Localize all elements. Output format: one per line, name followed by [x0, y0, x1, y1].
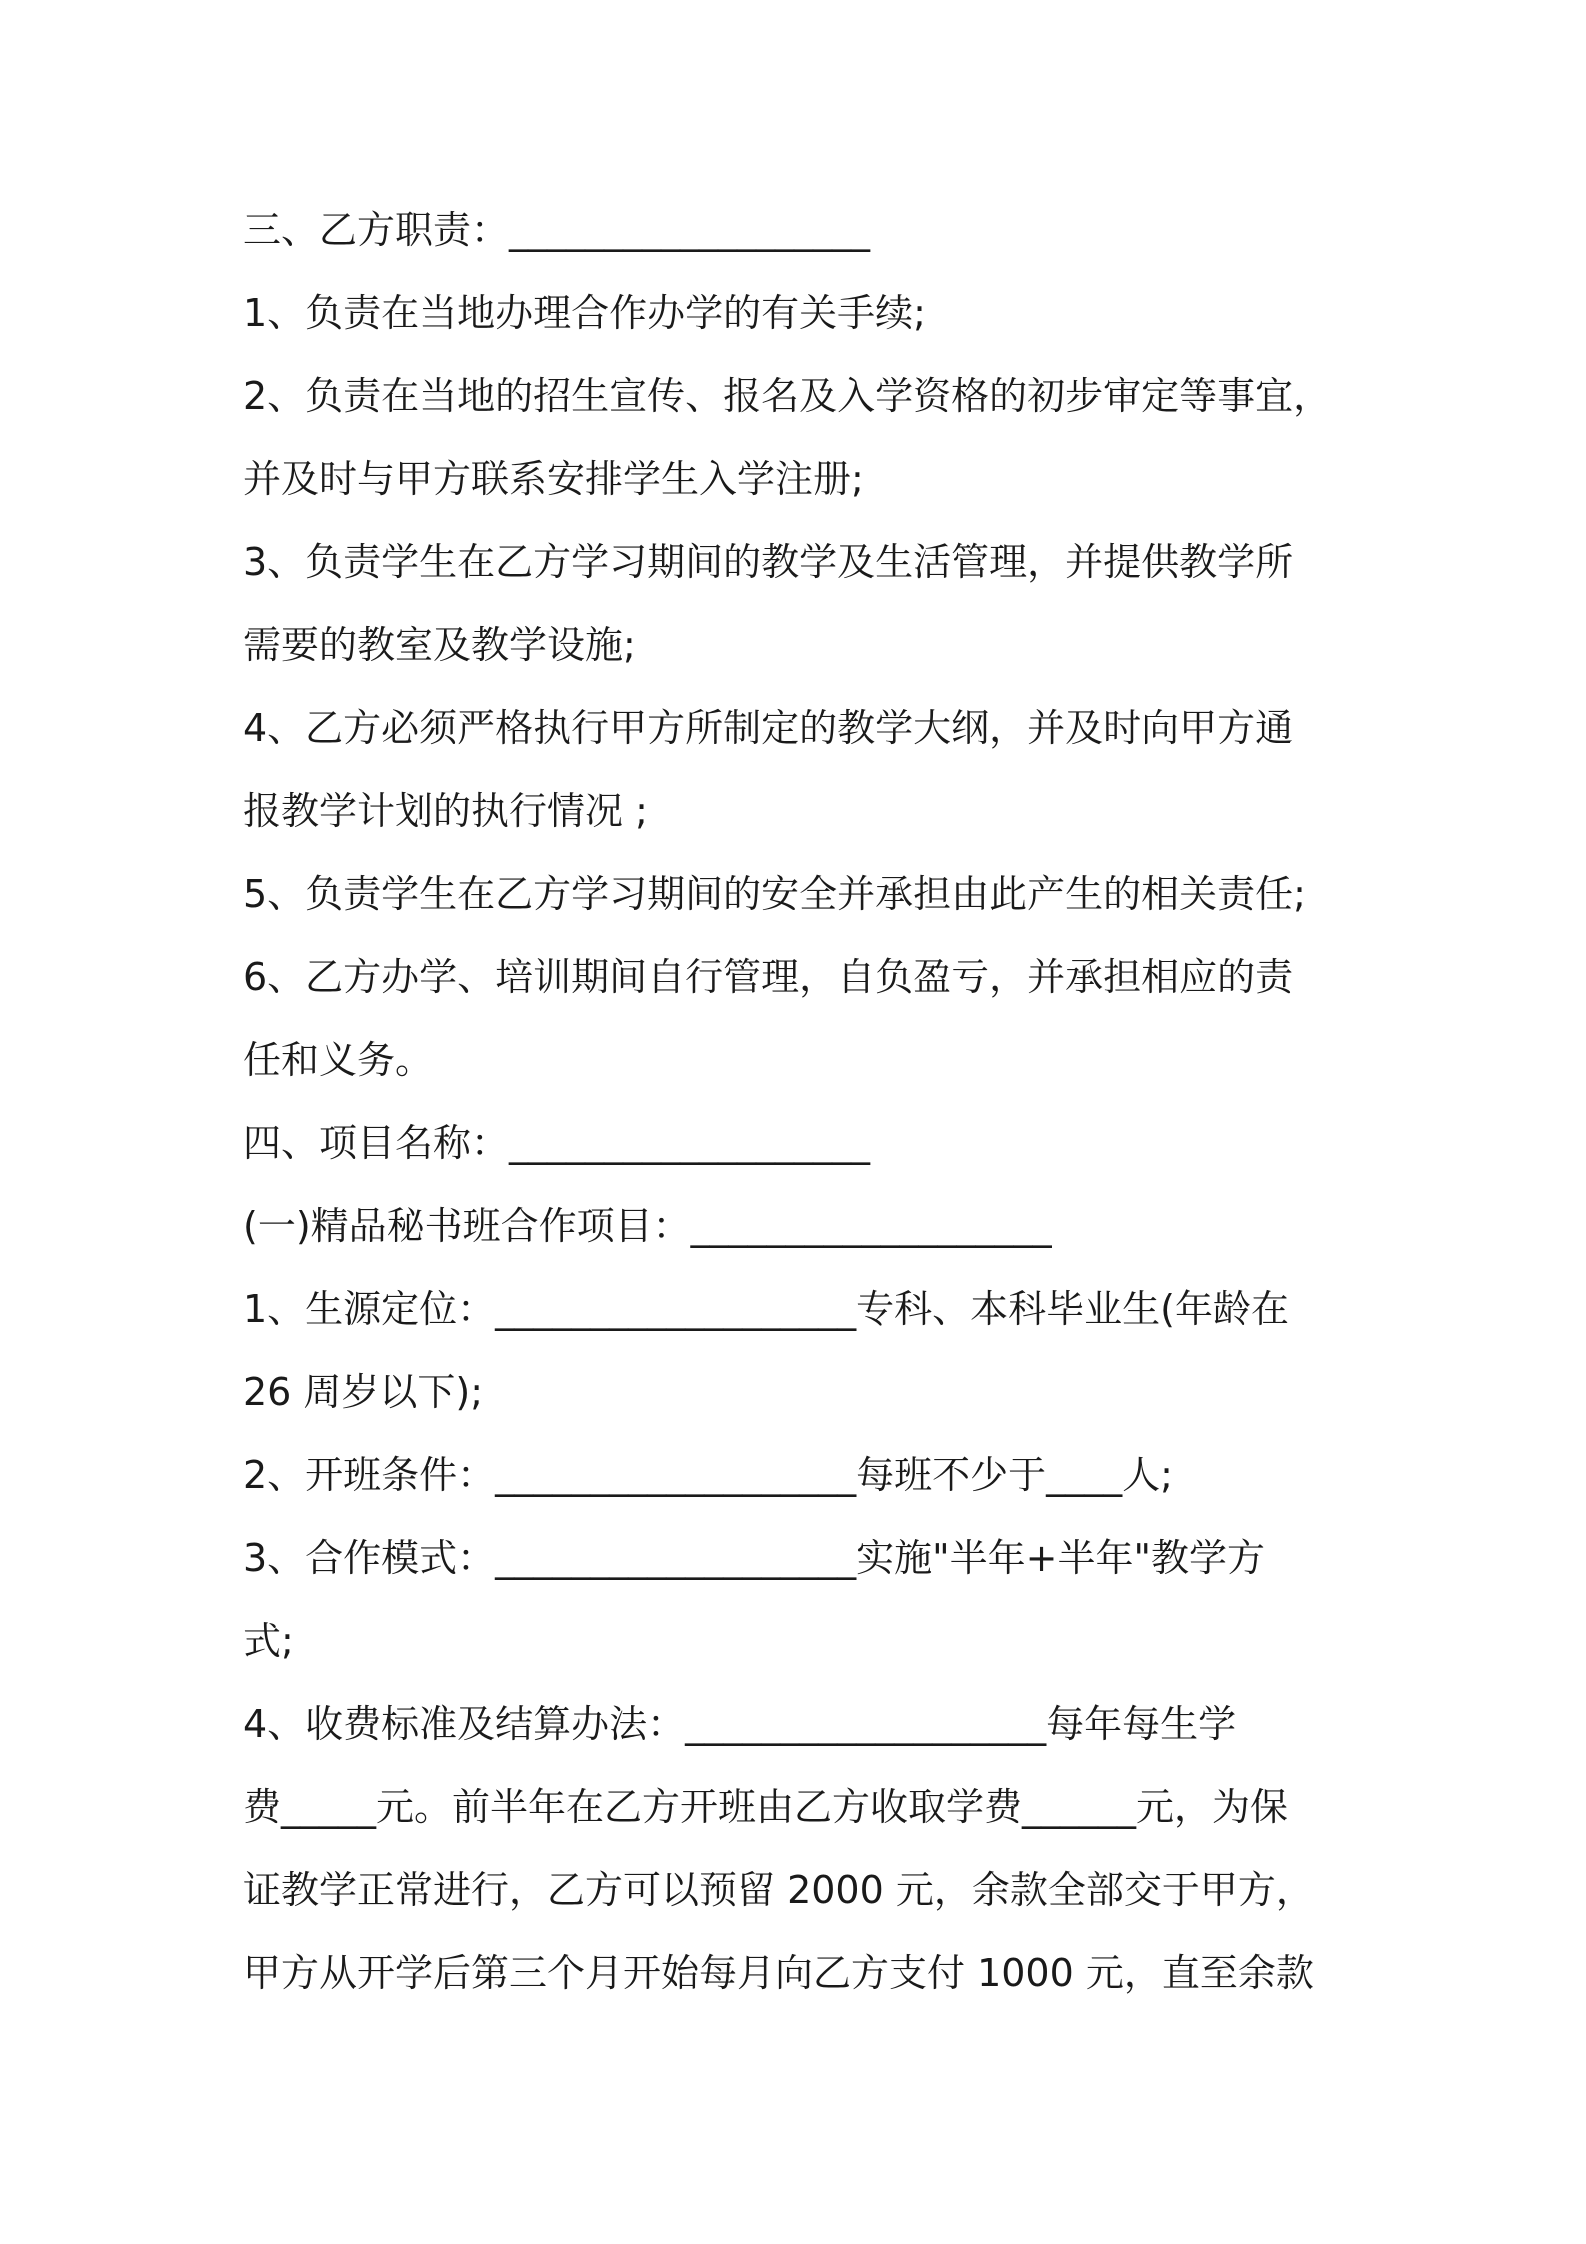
- paragraph-line: 1、生源定位：___________________专科、本科毕业生(年龄在: [243, 1287, 1290, 1331]
- paragraph-line: 式;: [243, 1619, 294, 1663]
- paragraph-line: 任和义务。: [243, 1038, 434, 1082]
- paragraph-line: 3、合作模式：___________________实施"半年+半年"教学方: [243, 1536, 1265, 1580]
- paragraph-line: 3、负责学生在乙方学习期间的教学及生活管理，并提供教学所: [243, 540, 1294, 584]
- paragraph-line: 6、乙方办学、培训期间自行管理，自负盈亏，并承担相应的责: [243, 955, 1294, 999]
- paragraph-line: 费_____元。前半年在乙方开班由乙方收取学费______元，为保: [243, 1785, 1289, 1829]
- paragraph-line: 4、乙方必须严格执行甲方所制定的教学大纲，并及时向甲方通: [243, 706, 1294, 750]
- paragraph-line: 2、负责在当地的招生宣传、报名及入学资格的初步审定等事宜，: [243, 374, 1332, 418]
- paragraph-line: 报教学计划的执行情况 ;: [243, 789, 648, 833]
- paragraph-line: 4、收费标准及结算办法：___________________每年每生学: [243, 1702, 1237, 1746]
- subsection-heading-secretary-class: (一)精品秘书班合作项目：___________________: [243, 1204, 1052, 1248]
- paragraph-line: 26 周岁以下);: [243, 1370, 484, 1414]
- paragraph-line: 甲方从开学后第三个月开始每月向乙方支付 1000 元，直至余款: [243, 1951, 1314, 1995]
- paragraph-line: 并及时与甲方联系安排学生入学注册;: [243, 457, 864, 501]
- section-heading-project-name: 四、项目名称：___________________: [243, 1121, 871, 1165]
- document-body: [243, 198, 1363, 2024]
- paragraph-line: 需要的教室及教学设施;: [243, 623, 636, 667]
- paragraph-line: 5、负责学生在乙方学习期间的安全并承担由此产生的相关责任;: [243, 872, 1306, 916]
- section-heading-party-b-duties: 三、乙方职责：___________________: [243, 208, 871, 252]
- paragraph-line: 2、开班条件：___________________每班不少于____人;: [243, 1453, 1173, 1497]
- paragraph-line: 证教学正常进行，乙方可以预留 2000 元，余款全部交于甲方，: [243, 1868, 1314, 1912]
- paragraph-line: 1、负责在当地办理合作办学的有关手续;: [243, 291, 926, 335]
